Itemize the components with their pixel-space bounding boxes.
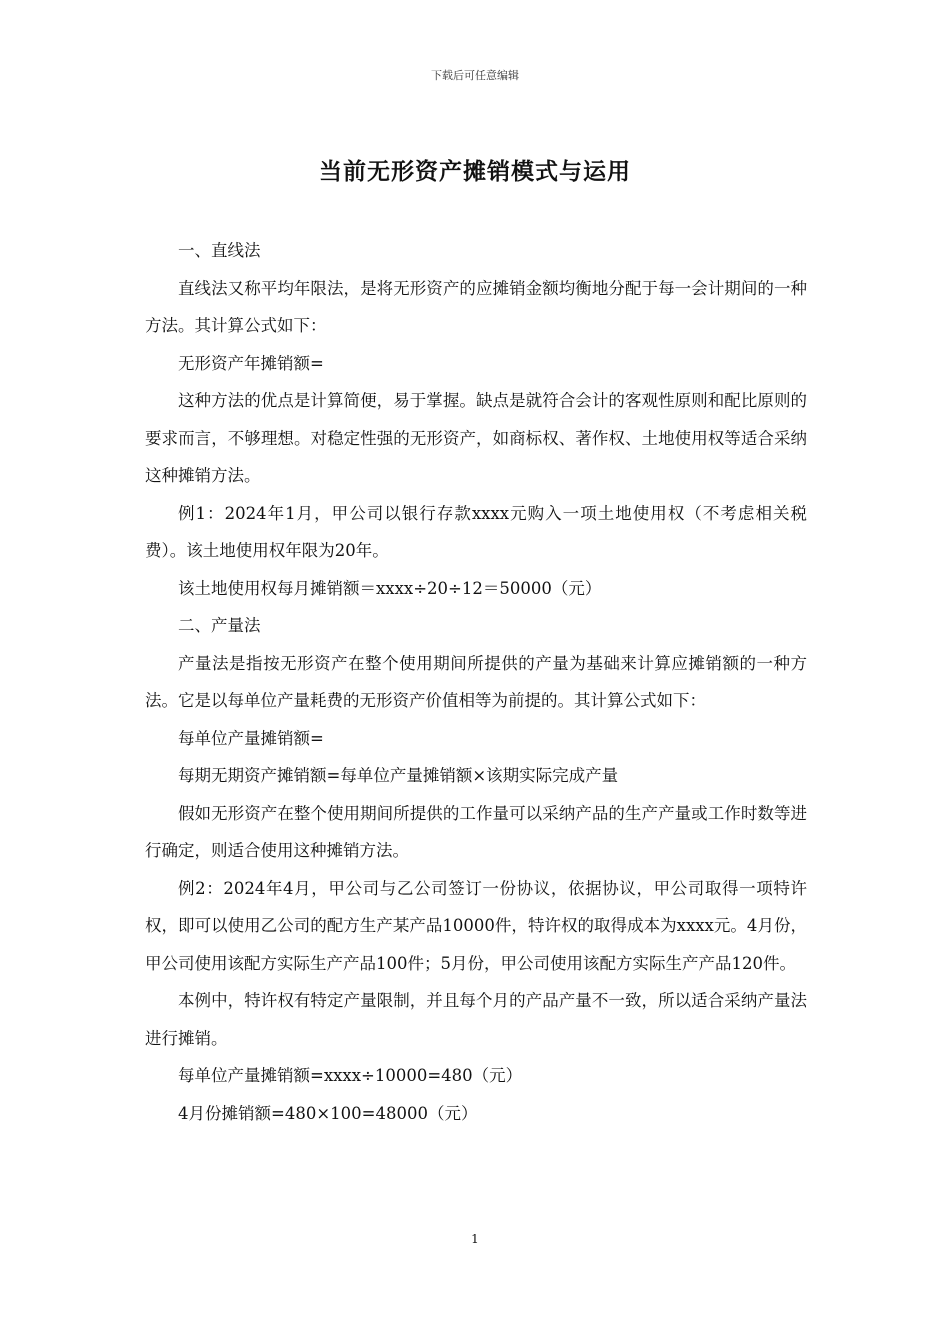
example-paragraph: 例1：2024年1月，甲公司以银行存款xxxx元购入一项土地使用权（不考虑相关税费）。该土地使用权年限为20年。 bbox=[145, 503, 807, 560]
paragraph: 这种方法的优点是计算简便，易于掌握。缺点是就符合会计的客观性原则和配比原则的要求而言，不够理想。对稳定性强的无形资产，如商标权、著作权、土地使用权等适合采纳这种摊销方法。 bbox=[145, 391, 807, 485]
formula-line: 无形资产年摊销额= bbox=[178, 353, 324, 373]
section-heading-output-method: 二、产量法 bbox=[178, 616, 261, 635]
formula-line: 每期无期资产摊销额=每单位产量摊销额×该期实际完成产量 bbox=[178, 766, 619, 785]
page-number: 1 bbox=[471, 1232, 479, 1246]
paragraph: 直线法又称平均年限法，是将无形资产的应摊销金额均衡地分配于每一会计期间的一种方法。其计算公式如下： bbox=[145, 278, 807, 335]
document-title: 当前无形资产摊销模式与运用 bbox=[319, 159, 631, 185]
paragraph: 产量法是指按无形资产在整个使用期间所提供的产量为基础来计算应摊销额的一种方法。它是以每单位产量耗费的无形资产价值相等为前提的。其计算公式如下： bbox=[145, 653, 807, 710]
formula-line: 4月份摊销额=480×100=48000（元） bbox=[178, 1103, 478, 1123]
formula-line: 每单位产量摊销额= bbox=[178, 728, 324, 748]
example-paragraph: 例2：2024年4月，甲公司与乙公司签订一份协议，依据协议，甲公司取得一项特许权，即可以使用乙公司的配方生产某产品10000件，特许权的取得成本为xxxx元。4月份，甲公司使用该配方实际生产产品100件；5月份，甲公司使用该配方实际生产产品120件。 bbox=[145, 878, 807, 973]
header-note: 下载后可任意编辑 bbox=[431, 69, 519, 82]
document-body bbox=[145, 232, 807, 1132]
paragraph: 本例中，特许权有特定产量限制，并且每个月的产品产量不一致，所以适合采纳产量法进行摊销。 bbox=[145, 991, 807, 1048]
formula-line: 每单位产量摊销额=xxxx÷10000=480（元） bbox=[178, 1066, 523, 1085]
paragraph: 假如无形资产在整个使用期间所提供的工作量可以采纳产品的生产产量或工作时数等进行确定，则适合使用这种摊销方法。 bbox=[145, 803, 807, 860]
section-heading-straight-line: 一、直线法 bbox=[178, 241, 261, 260]
formula-line: 该土地使用权每月摊销额＝xxxx÷20÷12＝50000（元） bbox=[178, 578, 602, 598]
